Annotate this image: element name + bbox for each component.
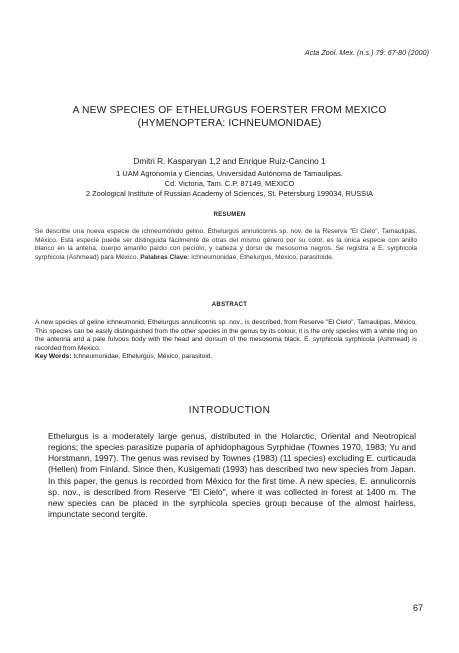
resumen-heading: RESUMEN bbox=[213, 212, 246, 218]
affiliation-1-line-1: 1 UAM Agronomía y Ciencias, Universidad Autónoma de Tamaulipas. bbox=[116, 169, 343, 178]
abstract-keywords-label: Key Words: bbox=[35, 353, 72, 360]
abstract-heading: ABSTRACT bbox=[211, 302, 248, 308]
title-line-1: A NEW SPECIES OF ETHELURGUS FOERSTER FROM MEXICO bbox=[72, 105, 387, 116]
abstract-body: A new species of geline ichneumonid, Ethelurgus annulicornis sp. nov., is described, from Reserve "El Cielo", Tamaulipas, México. This species can be easily distinguished from the other species in the genus by its colour, it is the only species with a white ring on the antenna and a pale fulvous body with the head and dorsum of the mesosoma black. E. syrphicola syrphicola (Ashmead) is recorded from Mexico. bbox=[35, 319, 417, 352]
abstract-paragraph bbox=[35, 319, 417, 362]
abstract-keywords: Ichneumonidae, Ethelurgus, México, parasitoid. bbox=[73, 353, 213, 360]
affiliation-1-line-2: Cd. Victoria, Tam. C.P. 87149, MEXICO bbox=[164, 179, 295, 188]
resumen-keywords-label: Palabras Clave: bbox=[140, 253, 190, 261]
page-number: 67 bbox=[412, 603, 423, 613]
resumen-body: Se describe una nueva especie de ichneumónido gelino, Ethelurgus annulicornis sp. nov. de la Reserva "El Cielo", Tamaulipas, México. Esta especie puede ser distinguida fácilmente de otras del mismo género por su color, es la única especie con anillo blanco en la antena, cuerpo amarillo pardo con pecíolo, y cabeza y dorso de mesosoma negros. Se registra a E. syrphicola syrphicola (Ashmead) para México. bbox=[35, 228, 417, 261]
resumen-paragraph bbox=[35, 228, 417, 262]
introduction-paragraph: Ethelurgus is a moderately large genus, distributed in the Holarctic, Oriental and Neotropical regions; the species parasitize puparia of aphidophagous Syrphidae (Townes 1970, 1983; Yu and Horstmann, 1997). The genus was revised by Townes (1983) (11 species) excluding E. curticauda (Hellen) from Finland. Since then, Kusigemati (1993) has described two new species from Japan. In this paper, the genus is recorded from México for the first time. A new species, E. annulicornis sp. nov., is described from Reserve "El Cielo", where it was collected in forest at 1400 m. The new species can be placed in the syrphicola species group because of the almost hairless, impunctate second tergite. bbox=[48, 431, 416, 520]
resumen-keywords: Ichneumonidae, Ethelurgus, México, parasitoide. bbox=[191, 253, 334, 261]
title-line-2: (HYMENOPTERA: ICHNEUMONIDAE) bbox=[137, 118, 322, 129]
affiliation-2: 2 Zoological Institute of Russian Academy of Sciences, St. Petersburg 199034, RUSSIA bbox=[85, 189, 374, 198]
journal-citation: Acta Zool. Mex. (n.s.) 79: 67-80 (2000) bbox=[304, 50, 429, 57]
introduction-heading: INTRODUCTION bbox=[188, 405, 271, 416]
affiliation-1 bbox=[22, 169, 437, 189]
author-list: Dmitri R. Kasparyan 1,2 and Enrique Ruíz-Cancino 1 bbox=[133, 157, 326, 166]
paper-title bbox=[22, 104, 437, 130]
